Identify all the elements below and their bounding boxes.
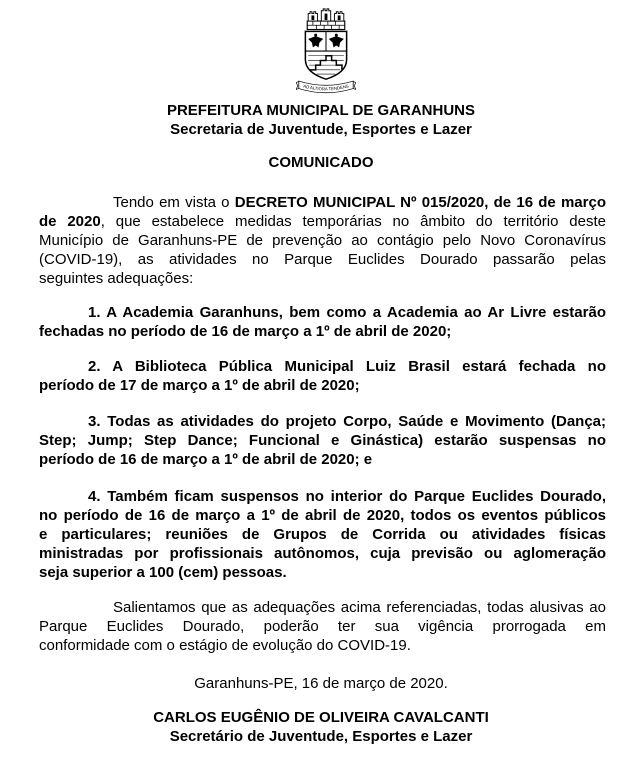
item-line: fechadas no período de 16 de março a 1º de abril de 2020; <box>39 323 452 340</box>
intro-paragraph <box>39 193 606 288</box>
item-line: 3. Todas as atividades do projeto Corpo, Saúde e Movimento (Dança; <box>88 413 606 430</box>
decree-reference: DECRETO MUNICIPAL Nº 015/2020, de 16 de março <box>234 194 606 211</box>
closing-line: Salientamos que as adequações acima referenciadas, todas alusivas ao <box>113 599 606 616</box>
crest-motto: AD ALTIORA TENDENS <box>302 83 350 92</box>
header-title: PREFEITURA MUNICIPAL DE GARANHUNS <box>166 102 476 119</box>
signatory-role: Secretário de Juventude, Esportes e Lazer <box>169 728 473 745</box>
intro-text: , que estabelece medidas temporárias no âmbito do território deste <box>100 213 606 230</box>
document-heading: COMUNICADO <box>268 154 374 171</box>
place-date: Garanhuns-PE, 16 de março de 2020. <box>194 675 448 692</box>
intro-line: seguintes adequações: <box>39 270 194 287</box>
intro-line: (COVID-19), as atividades no Parque Euclides Dourado passarão pelas <box>39 251 606 268</box>
decree-reference: de 2020 <box>39 213 101 230</box>
measure-item-2 <box>39 357 606 395</box>
item-line: 4. Também ficam suspensos no interior do Parque Euclides Dourado, <box>88 488 606 505</box>
measure-item-1 <box>39 303 606 341</box>
closing-paragraph <box>39 598 606 655</box>
shield <box>305 31 346 79</box>
item-line: 2. A Biblioteca Pública Municipal Luiz Brasil estará fechada no <box>88 358 606 375</box>
item-line: e particulares; reuniões de Grupos de Corrida ou atividades físicas <box>39 526 606 543</box>
closing-line: conformidade com o estágio de evolução do COVID-19. <box>39 637 411 654</box>
signatory-name: CARLOS EUGÊNIO DE OLIVEIRA CAVALCANTI <box>153 709 489 726</box>
item-line: período de 17 de março a 1º de abril de 2020; <box>39 377 360 394</box>
mural-crown <box>307 9 345 30</box>
item-line: período de 16 de março a 1º de abril de 2020; e <box>39 451 373 468</box>
measure-item-4 <box>39 487 606 582</box>
intro-line <box>39 212 606 231</box>
measure-item-3 <box>39 412 606 469</box>
item-line: seja superior a 100 (cem) pessoas. <box>39 564 287 581</box>
item-line: Step; Jump; Step Dance; Funcional e Ginástica) estarão suspensas no <box>39 432 606 449</box>
intro-line <box>39 193 606 212</box>
motto-ribbon <box>296 81 356 93</box>
coat-of-arms <box>296 7 356 97</box>
intro-lead: Tendo em vista o <box>113 194 230 211</box>
item-line: ministradas por profissionais autônomos, cuja previsão ou aglomeração <box>39 545 606 562</box>
header-subtitle: Secretaria de Juventude, Esportes e Lazer <box>170 121 472 138</box>
item-line: 1. A Academia Garanhuns, bem como a Academia ao Ar Livre estarão <box>88 304 606 321</box>
item-line: no período de 16 de março a 1º de abril de 2020, todos os eventos públicos <box>39 507 606 524</box>
closing-line: Parque Euclides Dourado, poderão ter sua vigência prorrogada em <box>39 618 606 635</box>
intro-line: Município de Garanhuns-PE de prevenção ao contágio pelo Novo Coronavírus <box>39 232 606 249</box>
